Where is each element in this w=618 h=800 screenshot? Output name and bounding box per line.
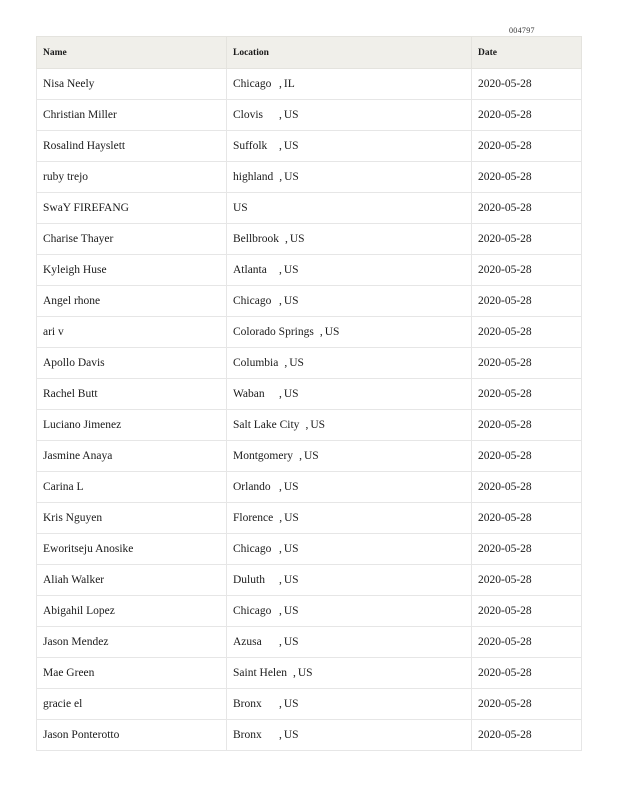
signer-name: Angel rhone bbox=[37, 286, 227, 317]
page-id: 004797 bbox=[509, 26, 535, 35]
signer-name: Rachel Butt bbox=[37, 379, 227, 410]
location-region: US bbox=[283, 295, 299, 307]
signed-date: 2020-05-28 bbox=[472, 224, 582, 255]
signature-table bbox=[36, 36, 582, 751]
signer-location bbox=[227, 131, 472, 162]
signed-date: 2020-05-28 bbox=[472, 317, 582, 348]
location-city: Duluth bbox=[233, 574, 265, 586]
location-separator: , bbox=[279, 109, 282, 121]
signer-location bbox=[227, 596, 472, 627]
table-row bbox=[37, 162, 582, 193]
table-row bbox=[37, 689, 582, 720]
location-separator: , bbox=[284, 357, 288, 369]
location-city: Azusa bbox=[233, 636, 262, 648]
table-row bbox=[37, 224, 582, 255]
signed-date: 2020-05-28 bbox=[472, 286, 582, 317]
signer-location bbox=[227, 255, 472, 286]
location-separator: , bbox=[279, 295, 282, 307]
signed-date: 2020-05-28 bbox=[472, 255, 582, 286]
signed-date: 2020-05-28 bbox=[472, 100, 582, 131]
signer-name: Luciano Jimenez bbox=[37, 410, 227, 441]
location-region: IL bbox=[283, 78, 295, 90]
table-row bbox=[37, 658, 582, 689]
location-separator: , bbox=[279, 481, 282, 493]
location-separator: , bbox=[279, 636, 282, 648]
location-separator: , bbox=[292, 667, 296, 679]
signer-location bbox=[227, 627, 472, 658]
location-city: Orlando bbox=[233, 481, 271, 493]
signer-name: Rosalind Hayslett bbox=[37, 131, 227, 162]
signer-location bbox=[227, 441, 472, 472]
header-date: Date bbox=[472, 37, 582, 69]
signer-name: Aliah Walker bbox=[37, 565, 227, 596]
location-separator: , bbox=[319, 326, 323, 338]
location-separator: , bbox=[279, 698, 282, 710]
signer-location bbox=[227, 379, 472, 410]
location-separator: , bbox=[279, 605, 282, 617]
signer-name: Christian Miller bbox=[37, 100, 227, 131]
signed-date: 2020-05-28 bbox=[472, 472, 582, 503]
location-city: Suffolk bbox=[233, 140, 268, 152]
location-region: US bbox=[303, 450, 319, 462]
location-region: US bbox=[324, 326, 340, 338]
signer-name: Charise Thayer bbox=[37, 224, 227, 255]
signer-name: Kyleigh Huse bbox=[37, 255, 227, 286]
location-separator: , bbox=[279, 78, 282, 90]
signed-date: 2020-05-28 bbox=[472, 565, 582, 596]
signed-date: 2020-05-28 bbox=[472, 627, 582, 658]
signed-date: 2020-05-28 bbox=[472, 379, 582, 410]
location-separator: , bbox=[299, 450, 302, 462]
signer-location bbox=[227, 224, 472, 255]
signer-name: Nisa Neely bbox=[37, 69, 227, 100]
table-row bbox=[37, 255, 582, 286]
location-city: Montgomery bbox=[233, 450, 294, 462]
table-row bbox=[37, 100, 582, 131]
signer-name: Apollo Davis bbox=[37, 348, 227, 379]
signed-date: 2020-05-28 bbox=[472, 162, 582, 193]
location-region: US bbox=[297, 667, 313, 679]
location-region: US bbox=[283, 574, 299, 586]
table-row bbox=[37, 472, 582, 503]
location-city: Chicago bbox=[233, 295, 272, 307]
location-separator: , bbox=[305, 419, 309, 431]
location-region: US bbox=[283, 140, 299, 152]
signer-location bbox=[227, 565, 472, 596]
table-row bbox=[37, 317, 582, 348]
signer-location bbox=[227, 69, 472, 100]
signer-name: Jason Mendez bbox=[37, 627, 227, 658]
signer-name: SwaY FIREFANG bbox=[37, 193, 227, 224]
signed-date: 2020-05-28 bbox=[472, 410, 582, 441]
table-header-row bbox=[37, 37, 582, 69]
location-region: US bbox=[283, 605, 299, 617]
table-row bbox=[37, 286, 582, 317]
location-city: Saint Helen bbox=[233, 667, 287, 679]
location-city: Bellbrook bbox=[233, 233, 279, 245]
location-city: Clovis bbox=[233, 109, 264, 121]
signed-date: 2020-05-28 bbox=[472, 193, 582, 224]
signed-date: 2020-05-28 bbox=[472, 658, 582, 689]
location-city: Salt Lake City bbox=[233, 419, 300, 431]
signer-name: Jasmine Anaya bbox=[37, 441, 227, 472]
table-row bbox=[37, 348, 582, 379]
signer-name: Abigahil Lopez bbox=[37, 596, 227, 627]
table-row bbox=[37, 410, 582, 441]
signer-name: gracie el bbox=[37, 689, 227, 720]
table-row bbox=[37, 131, 582, 162]
signer-location bbox=[227, 193, 472, 224]
location-separator: , bbox=[279, 729, 282, 741]
location-region: US bbox=[283, 729, 299, 741]
signer-name: Eworitseju Anosike bbox=[37, 534, 227, 565]
signed-date: 2020-05-28 bbox=[472, 689, 582, 720]
location-city: Bronx bbox=[233, 729, 262, 741]
location-separator: , bbox=[279, 512, 283, 524]
location-region: US bbox=[284, 171, 299, 183]
location-city: Colorado Springs bbox=[233, 326, 314, 338]
location-region: US bbox=[283, 388, 299, 400]
signed-date: 2020-05-28 bbox=[472, 348, 582, 379]
location-region: US bbox=[283, 109, 299, 121]
location-separator: , bbox=[279, 574, 282, 586]
signer-name: Carina L bbox=[37, 472, 227, 503]
signer-location bbox=[227, 317, 472, 348]
signer-name: Kris Nguyen bbox=[37, 503, 227, 534]
location-separator: , bbox=[279, 171, 283, 183]
location-separator: , bbox=[285, 233, 288, 245]
signed-date: 2020-05-28 bbox=[472, 441, 582, 472]
table-row bbox=[37, 534, 582, 565]
location-region: US bbox=[283, 636, 299, 648]
signer-location bbox=[227, 410, 472, 441]
signer-name: ruby trejo bbox=[37, 162, 227, 193]
table-row bbox=[37, 627, 582, 658]
location-city: Bronx bbox=[233, 698, 262, 710]
signed-date: 2020-05-28 bbox=[472, 503, 582, 534]
location-separator: , bbox=[279, 140, 282, 152]
location-city: Waban bbox=[233, 388, 265, 400]
location-separator: , bbox=[279, 264, 282, 276]
location-separator: , bbox=[279, 388, 282, 400]
location-city: Chicago bbox=[233, 78, 272, 90]
signed-date: 2020-05-28 bbox=[472, 69, 582, 100]
signer-location bbox=[227, 472, 472, 503]
signer-location bbox=[227, 286, 472, 317]
header-name: Name bbox=[37, 37, 227, 69]
signer-location bbox=[227, 100, 472, 131]
table-row bbox=[37, 69, 582, 100]
signer-location bbox=[227, 720, 472, 751]
location-region: US bbox=[283, 264, 299, 276]
table-row bbox=[37, 565, 582, 596]
location-region: US bbox=[283, 698, 299, 710]
location-region: US bbox=[289, 357, 304, 369]
signer-name: ari v bbox=[37, 317, 227, 348]
table-row bbox=[37, 720, 582, 751]
signed-date: 2020-05-28 bbox=[472, 131, 582, 162]
table-body bbox=[37, 69, 582, 751]
signed-date: 2020-05-28 bbox=[472, 534, 582, 565]
table-row bbox=[37, 441, 582, 472]
signer-name: Jason Ponterotto bbox=[37, 720, 227, 751]
signer-location bbox=[227, 689, 472, 720]
location-city: Chicago bbox=[233, 543, 272, 555]
location-region: US bbox=[283, 543, 299, 555]
location-city: highland bbox=[233, 171, 274, 183]
signer-location bbox=[227, 534, 472, 565]
signer-location bbox=[227, 503, 472, 534]
table-row bbox=[37, 379, 582, 410]
location-city: Florence bbox=[233, 512, 274, 524]
signer-name: Mae Green bbox=[37, 658, 227, 689]
signed-date: 2020-05-28 bbox=[472, 720, 582, 751]
table-row bbox=[37, 503, 582, 534]
location-city: Atlanta bbox=[233, 264, 267, 276]
header-location: Location bbox=[227, 37, 472, 69]
location-region: US bbox=[284, 512, 299, 524]
signer-location bbox=[227, 348, 472, 379]
table-row bbox=[37, 596, 582, 627]
location-city: Chicago bbox=[233, 605, 272, 617]
table-row bbox=[37, 193, 582, 224]
location-region: US bbox=[310, 419, 326, 431]
location-region: US bbox=[233, 202, 248, 214]
location-region: US bbox=[283, 481, 299, 493]
location-city: Columbia bbox=[233, 357, 279, 369]
location-separator: , bbox=[279, 543, 282, 555]
location-region: US bbox=[289, 233, 305, 245]
signer-location bbox=[227, 658, 472, 689]
signed-date: 2020-05-28 bbox=[472, 596, 582, 627]
signer-location bbox=[227, 162, 472, 193]
